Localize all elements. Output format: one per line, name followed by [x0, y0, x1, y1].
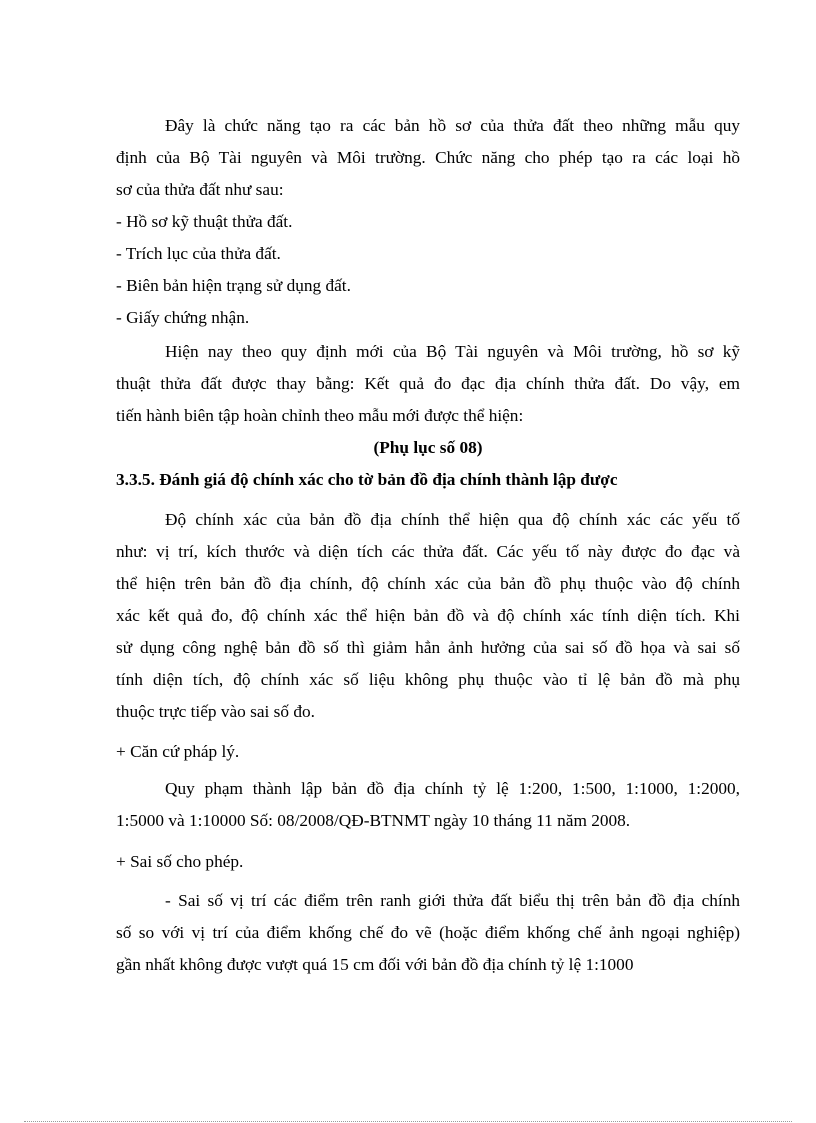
legal-basis-line-1: Quy phạm thành lập bản đồ địa chính tỷ lệ 1:200, 1:500, 1:1000, 1:2000,	[165, 779, 740, 798]
intro-line-3: sơ của thửa đất như sau:	[116, 180, 284, 199]
tolerance-line-2: số so với vị trí của điểm khống chế đo vẽ (hoặc điểm khống chế ảnh ngoại nghiệp)	[116, 923, 740, 942]
accuracy-line-3: thể hiện trên bản đồ địa chính, độ chính xác của bản đồ phụ thuộc vào độ chính	[116, 574, 740, 593]
list-item-technical-record: - Hồ sơ kỹ thuật thửa đất.	[116, 212, 293, 231]
regulation-line-1: Hiện nay theo quy định mới của Bộ Tài nguyên và Môi trường, hồ sơ kỹ	[165, 342, 740, 361]
accuracy-line-4: xác kết quả đo, độ chính xác thể hiện bản đồ và độ chính xác tính diện tích. Khi	[116, 606, 740, 625]
tolerance-line-3: gần nhất không được vượt quá 15 cm đối với bản đồ địa chính tỷ lệ 1:1000	[116, 955, 634, 974]
list-item-land-use-report: - Biên bản hiện trạng sử dụng đất.	[116, 276, 351, 295]
page-bottom-divider	[24, 1121, 792, 1122]
list-item-extract: - Trích lục của thửa đất.	[116, 244, 281, 263]
regulation-line-2: thuật thửa đất được thay bằng: Kết quả đo đạc địa chính thửa đất. Do vậy, em	[116, 374, 740, 393]
accuracy-line-1: Độ chính xác của bản đồ địa chính thể hiện qua độ chính xác các yếu tố	[165, 510, 740, 529]
section-heading: 3.3.5. Đánh giá độ chính xác cho tờ bản đồ địa chính thành lập được	[116, 470, 618, 489]
tolerance-line-1: - Sai số vị trí các điểm trên ranh giới thửa đất biểu thị trên bản đồ địa chính	[165, 891, 740, 910]
appendix-reference: (Phụ lục số 08)	[373, 438, 483, 457]
accuracy-line-6: tính diện tích, độ chính xác số liệu không phụ thuộc vào tỉ lệ bản đồ mà phụ	[116, 670, 740, 689]
accuracy-line-2: như: vị trí, kích thước và diện tích các thửa đất. Các yếu tố này được đo đạc và	[116, 542, 740, 561]
accuracy-line-7: thuộc trực tiếp vào sai số đo.	[116, 702, 315, 721]
tolerance-heading: + Sai số cho phép.	[116, 852, 244, 871]
legal-basis-heading: + Căn cứ pháp lý.	[116, 742, 240, 761]
regulation-line-3: tiến hành biên tập hoàn chỉnh theo mẫu mới được thể hiện:	[116, 406, 524, 425]
legal-basis-line-2: 1:5000 và 1:10000 Số: 08/2008/QĐ-BTNMT ngày 10 tháng 11 năm 2008.	[116, 811, 631, 830]
intro-line-1: Đây là chức năng tạo ra các bản hồ sơ của thửa đất theo những mẫu quy	[165, 116, 740, 135]
list-item-certificate: - Giấy chứng nhận.	[116, 308, 250, 327]
accuracy-line-5: sử dụng công nghệ bản đồ số thì giảm hẳn ảnh hưởng của sai số đồ họa và sai số	[116, 638, 740, 657]
intro-line-2: định của Bộ Tài nguyên và Môi trường. Chức năng cho phép tạo ra các loại hồ	[116, 148, 740, 167]
